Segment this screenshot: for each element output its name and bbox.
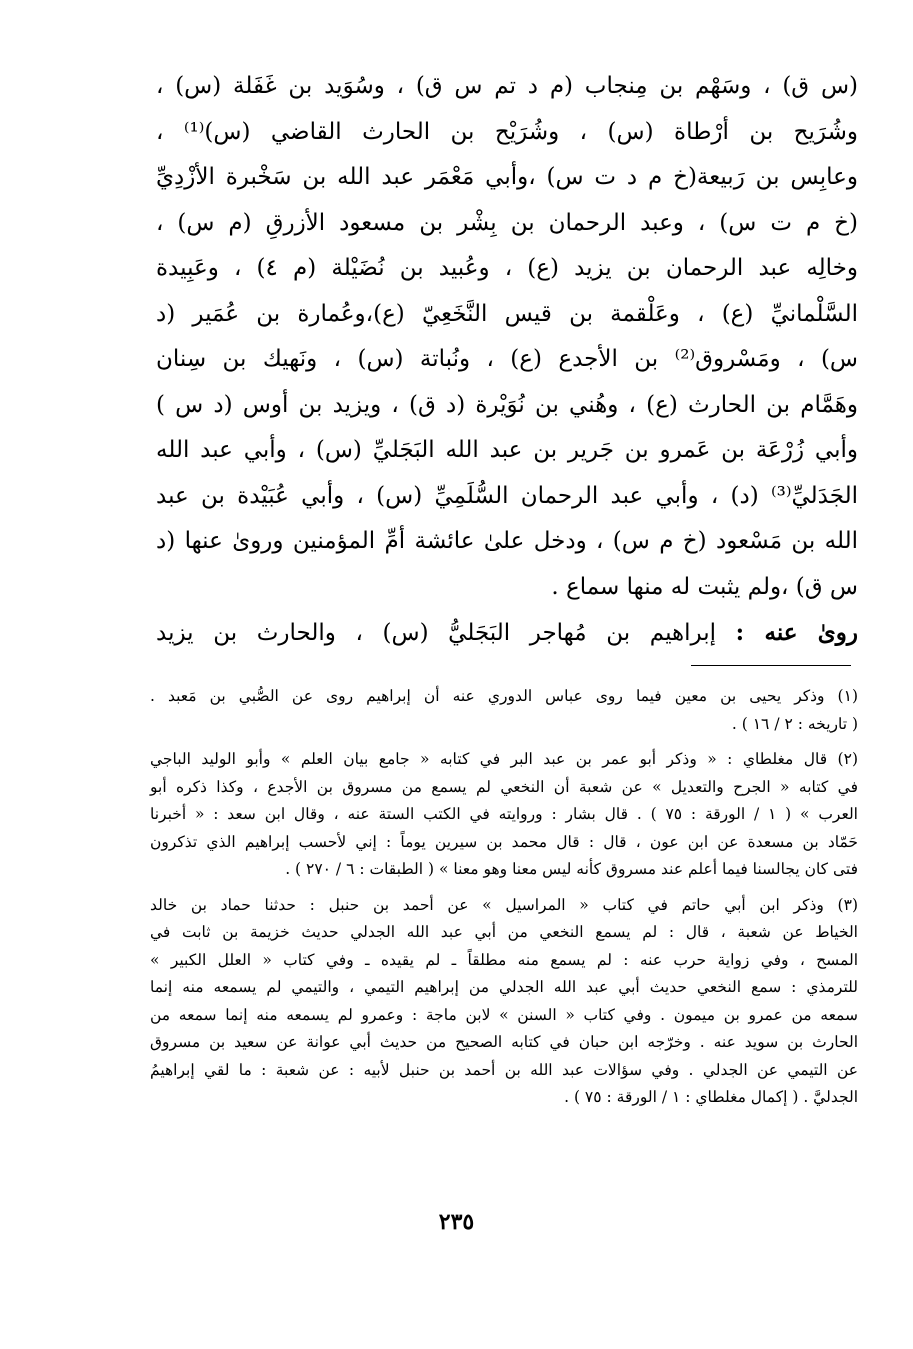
- footnote-line: (٣) وذكر ابن أبي حاتم في كتاب « المراسيل » عن أحمد بن حنبل : حدثنا حماد بن خالد: [150, 895, 858, 914]
- footnote-separator: [691, 665, 851, 666]
- main-text-line: الجَدَليِّ⁽³⁾ (د) ، وأبي عبد الرحمان السُّلَمِيِّ (س) ، وأبي عُبَيْدة بن عبد: [156, 482, 858, 509]
- footnote-line: (٢) قال مغلطاي : « وذكر أبو عمر بن عبد البر في كتابه « جامع بيان العلم » وأبو الوليد الباجي: [150, 750, 858, 768]
- page-number: ٢٣٥: [438, 1209, 475, 1235]
- main-text-line: وهَمَّام بن الحارث (ع) ، وهُني بن نُوَيْرة (د ق) ، ويزيد بن أوس (د س ): [156, 391, 858, 418]
- footnote-line: حَمّاد بن مسعدة عن ابن عون ، قال : قال محمد بن سيرين يوماً : إني لأحسب إبراهيم الذي تذكرون: [150, 832, 858, 851]
- footnote-line: (١) وذكر يحيى بن معين فيما روى عباس الدوري عنه أن إبراهيم روى عن الصُّبي بن مَعبد .: [150, 687, 858, 705]
- main-text-line: الله بن مَسْعود (خ م س) ، ودخل علىٰ عائشة أمِّ المؤمنين وروىٰ عنها (د: [156, 528, 858, 554]
- footnote-line: فتى كان يجالسنا فيما أعلم عند مسروق كأنه ليس معنا وهو معنا » ( الطبقات : ٦ / ٢٧٠ ) .: [285, 860, 858, 878]
- footnote-3: [150, 892, 858, 1112]
- footnote-line: سمعه من عمرو بن ميمون . وفي كتاب « السنن » لابن ماجة : وعمرو لم يسمعه منه إنما سمعه من: [150, 1005, 858, 1024]
- footnote-line: العرب » ( ١ / الورقة : ٧٥ ) . قال بشار : وروايته في الكتب الستة عنه ، وقال ابن سعد : « أخبرنا: [150, 805, 858, 823]
- main-text-line: (خ م ت س) ، وعبد الرحمان بن بِشْر بن مسعود الأزرقِ (م س) ،: [156, 209, 858, 236]
- main-text-line: س ق) ،ولم يثبت له منها سماع .: [551, 573, 858, 600]
- footnote-line: الخياط عن شعبة ، قال : لم يسمع النخعي من أبي عبد الله الجدلي حديث خزيمة بن ثابت في: [150, 923, 858, 941]
- main-text-line: وأبي زُرْعَة بن عَمرو بن جَرير بن عبد الله البَجَليِّ (س) ، وأبي عبد الله: [156, 437, 858, 463]
- footnote-line: للترمذي : سمع النخعي حديث أبي عبد الله الجدلي من إبراهيم التيمي ، والتيمي لم يسمعه منه إنما: [150, 978, 858, 996]
- narrators-line: [156, 610, 858, 656]
- footnote-line: المسح ، وفي زواية حرب عنه : لم يسمع منه مطلقاً ـ لم يقيده ـ وفي كتاب « العلل الكبير »: [150, 950, 858, 969]
- footnote-1: [150, 683, 858, 738]
- main-text-line: س) ، ومَسْروق⁽²⁾ بن الأجدع (ع) ، ونُباتة (س) ، ونَهيك بن سِنان: [156, 346, 858, 372]
- footnote-line: ( تاريخه : ٢ / ١٦ ) .: [731, 714, 858, 733]
- main-text-line: وخالِه عبد الرحمان بن يزيد (ع) ، وعُبيد بن نُضَيْلة (م ٤) ، وعَبِيدة: [156, 255, 858, 281]
- main-text-line: السَّلْمانيِّ (ع) ، وعَلْقمة بن قيس النَّخَعِيّ (ع)،وعُمارة بن عُمَير (د: [156, 300, 858, 327]
- narrators-text: إبراهيم بن مُهاجر البَجَليُّ (س) ، والحارث بن يزيد: [156, 620, 717, 646]
- footnote-line: الحارث بن سويد عنه . وخرّجه ابن حبان في كتابه الصحيح من حديث أبي عوانة عن سعيد بن مسروق: [150, 1033, 858, 1051]
- narrators-heading: روىٰ عنه :: [735, 619, 859, 646]
- main-text-line: وشُرَيح بن أرْطاة (س) ، وشُرَيْح بن الحارث القاضي (س)⁽¹⁾ ،: [156, 118, 858, 145]
- main-text-block: [156, 64, 858, 610]
- footnotes-block: [150, 683, 858, 1120]
- footnote-line: في كتابه « الجرح والتعديل » عن شعبة أن النخعي لم يسمع من مسروق بن الأجدع ، وكذا ذكره أبو: [150, 777, 858, 796]
- footnote-line: عن التيمي عن الجدلي . وفي سؤالات عبد الله بن أحمد بن حنبل لأبيه : عن شعبة : ما لقي إبراهيمُ: [150, 1060, 858, 1079]
- main-text-line: وعابِس بن رَبيعة(خ م د ت س) ،وأبي مَعْمَر عبد الله بن سَخْبرة الأزْدِيِّ: [156, 164, 858, 190]
- footnote-2: [150, 746, 858, 884]
- footnote-line: الجدليَّ . ( إكمال مغلطاي : ١ / الورقة : ٧٥ ) .: [564, 1088, 858, 1106]
- main-text-line: (س ق) ، وسَهْم بن مِنجاب (م د تم س ق) ، وسُوَيد بن غَفَلة (س) ،: [156, 73, 858, 99]
